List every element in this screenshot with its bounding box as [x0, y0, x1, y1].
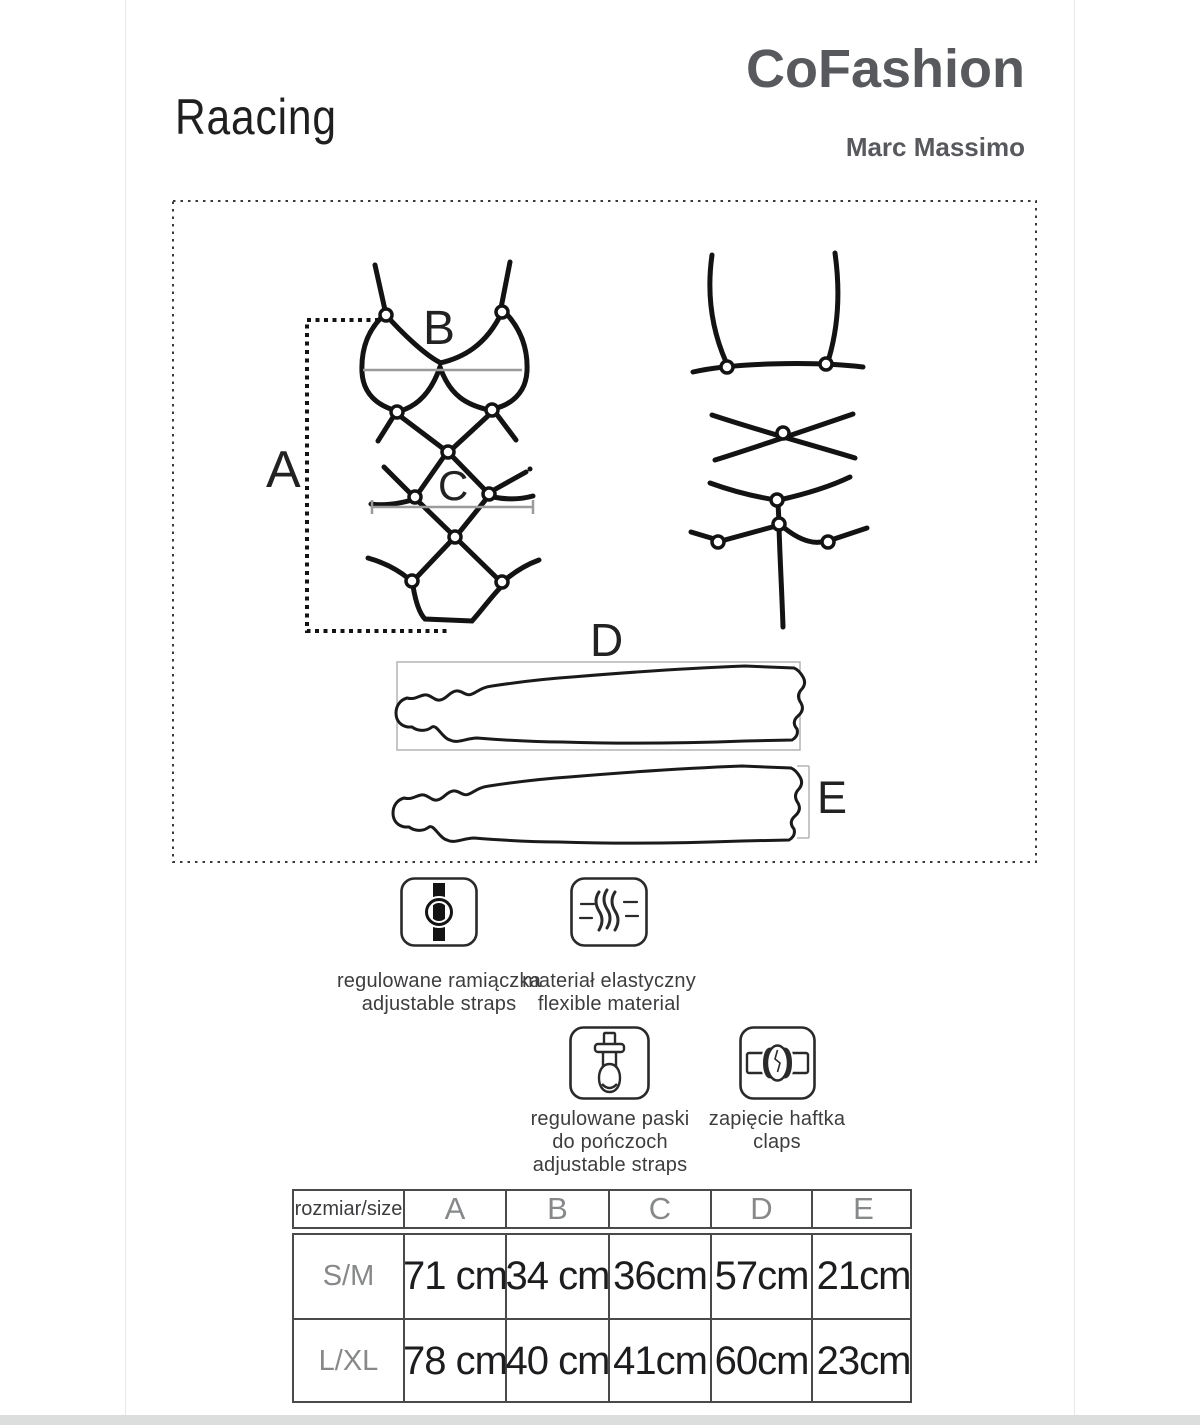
feature-caption-clasp [617, 1108, 937, 1154]
feature-caption-flexible-material [449, 970, 769, 1016]
caption-line: claps [753, 1131, 801, 1153]
bodysuit-back-drawing [691, 253, 867, 627]
cell-value: 36cm [610, 1235, 712, 1318]
caption-line: flexible material [537, 993, 681, 1015]
caption-line: regulowane ramiączka [336, 970, 542, 992]
table-row-sm [294, 1235, 910, 1320]
cell-value: 78 cm [405, 1320, 507, 1403]
label-d: D [590, 614, 624, 666]
page-left-edge [125, 0, 126, 1415]
product-title: Raacing [175, 89, 337, 145]
label-e: E [817, 772, 848, 823]
cell-value: 23cm [816, 1339, 911, 1383]
cell-value: 21cm [816, 1254, 911, 1298]
cell-value: 34 cm [507, 1235, 610, 1318]
size-table-corner: rozmiar/size [294, 1191, 405, 1227]
size-table-col-d: D [712, 1191, 813, 1227]
caption-line: zapięcie haftka [708, 1108, 846, 1130]
row-label: L/XL [294, 1320, 405, 1403]
size-table-col-e: E [853, 1191, 874, 1226]
label-c: C [438, 462, 469, 509]
caption-line: do pończoch [552, 1131, 668, 1153]
diagram-dotted-border [173, 201, 1036, 862]
table-row-lxl [294, 1320, 910, 1403]
size-table-body [292, 1233, 912, 1403]
flexible-material-icon [570, 877, 648, 947]
stocking-d-drawing [392, 658, 805, 748]
caption-line: adjustable straps [532, 1154, 688, 1176]
caption-line: materiał elastyczny [522, 970, 696, 992]
cell-value: 60cm [712, 1320, 813, 1403]
size-table-col-c: C [610, 1191, 712, 1227]
page-bottom-strip [0, 1415, 1200, 1425]
caption-line: adjustable straps [361, 993, 517, 1015]
measurement-diagram-svg [172, 200, 1037, 863]
cell-value: 57cm [712, 1235, 813, 1318]
cell-value: 41cm [610, 1320, 712, 1403]
garter-strap-icon [569, 1026, 650, 1100]
stocking-e-drawing [389, 758, 802, 848]
row-label: S/M [294, 1235, 405, 1318]
cell-value: 40 cm [507, 1320, 610, 1403]
designer-name: Marc Massimo [845, 132, 1025, 162]
caption-line: regulowane paski [530, 1108, 690, 1130]
adjustable-shoulder-strap-icon [400, 877, 478, 947]
brand-logo: CoFashion [746, 39, 1025, 99]
size-table-header [292, 1189, 912, 1229]
cell-value: 71 cm [405, 1235, 507, 1318]
label-b: B [423, 302, 456, 355]
hook-clasp-icon [739, 1026, 816, 1100]
page-right-edge [1074, 0, 1075, 1415]
label-a: A [266, 441, 301, 499]
size-table-col-a: A [405, 1191, 507, 1227]
size-table-col-b: B [507, 1191, 610, 1227]
